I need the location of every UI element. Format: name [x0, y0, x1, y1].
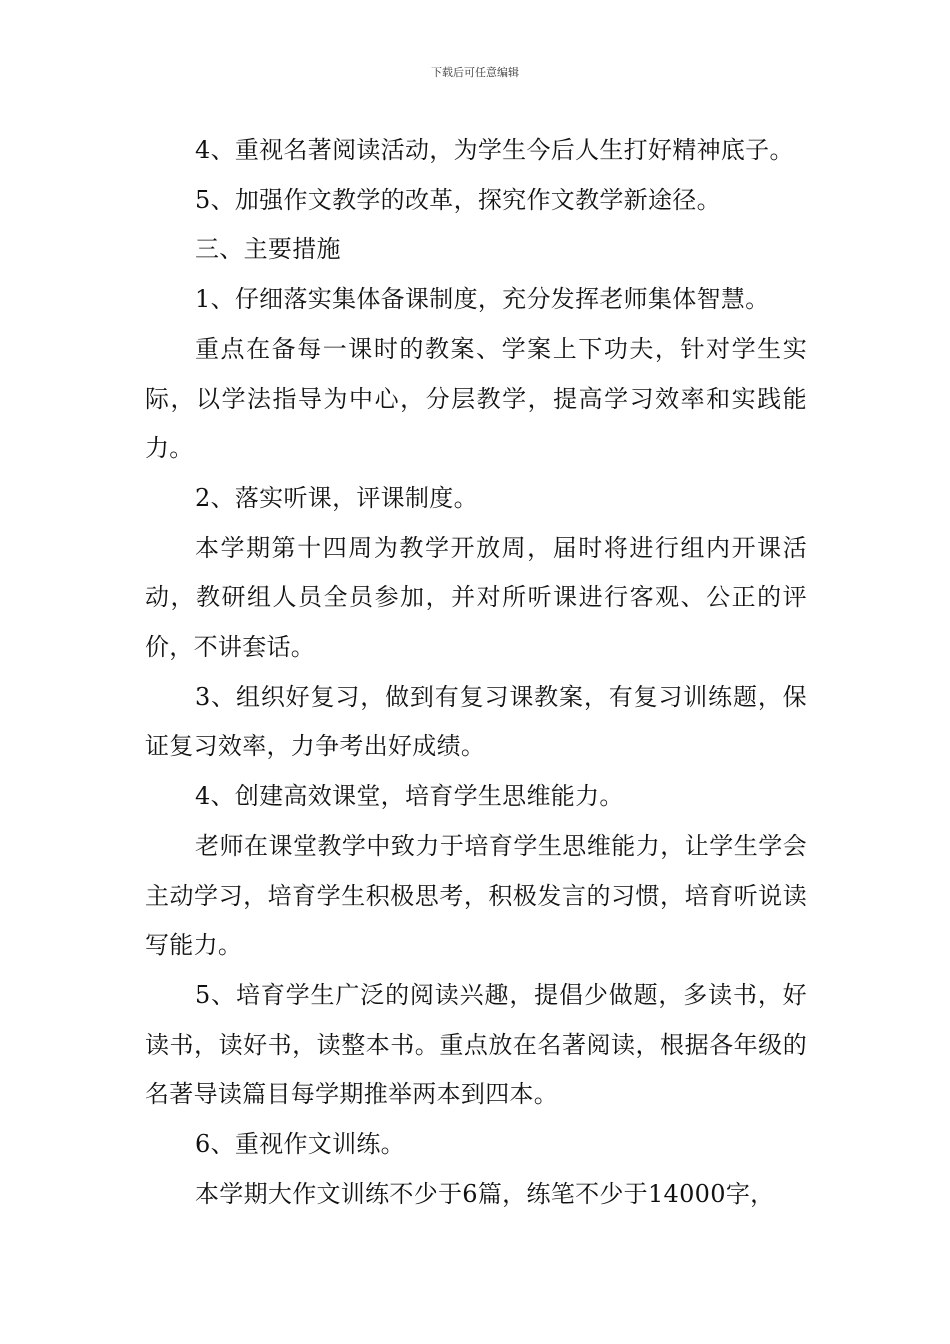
paragraph-measure-1-detail: 重点在备每一课时的教案、学案上下功夫，针对学生实际，以学法指导为中心，分层教学，提高学习效率和实践能力。: [145, 334, 807, 463]
paragraph-measure-2-detail: 本学期第十四周为教学开放周，届时将进行组内开课活动，教研组人员全员参加，并对所听课进行客观、公正的评价，不讲套话。: [145, 533, 807, 662]
paragraph-measure-2: 2、落实听课，评课制度。: [195, 483, 478, 512]
paragraph-measure-6: 6、重视作文训练。: [195, 1130, 405, 1159]
paragraph-measure-6-detail: 本学期大作文训练不少于6篇，练笔不少于14000字，: [195, 1179, 775, 1208]
paragraph-measure-1: 1、仔细落实集体备课制度，充分发挥老师集体智慧。: [195, 285, 770, 314]
paragraph-measure-5: 5、培育学生广泛的阅读兴趣，提倡少做题，多读书，好读书，读好书，读整本书。重点放在名著阅读，根据各年级的名著导读篇目每学期推举两本到四本。: [145, 980, 807, 1109]
page-header-note: 下载后可任意编辑: [431, 66, 519, 79]
paragraph-goal-4: 4、重视名著阅读活动，为学生今后人生打好精神底子。: [195, 136, 794, 164]
section-heading-measures: 三、主要措施: [195, 235, 341, 264]
paragraph-measure-4-detail: 老师在课堂教学中致力于培育学生思维能力，让学生学会主动学习，培育学生积极思考，积极发言的习惯，培育听说读写能力。: [145, 831, 807, 960]
paragraph-measure-4: 4、创建高效课堂，培育学生思维能力。: [195, 782, 624, 811]
paragraph-goal-5: 5、加强作文教学的改革，探究作文教学新途径。: [195, 185, 721, 214]
paragraph-measure-3: 3、组织好复习，做到有复习课教案，有复习训练题，保证复习效率，力争考出好成绩。: [145, 682, 807, 761]
document-body: [145, 126, 807, 1219]
